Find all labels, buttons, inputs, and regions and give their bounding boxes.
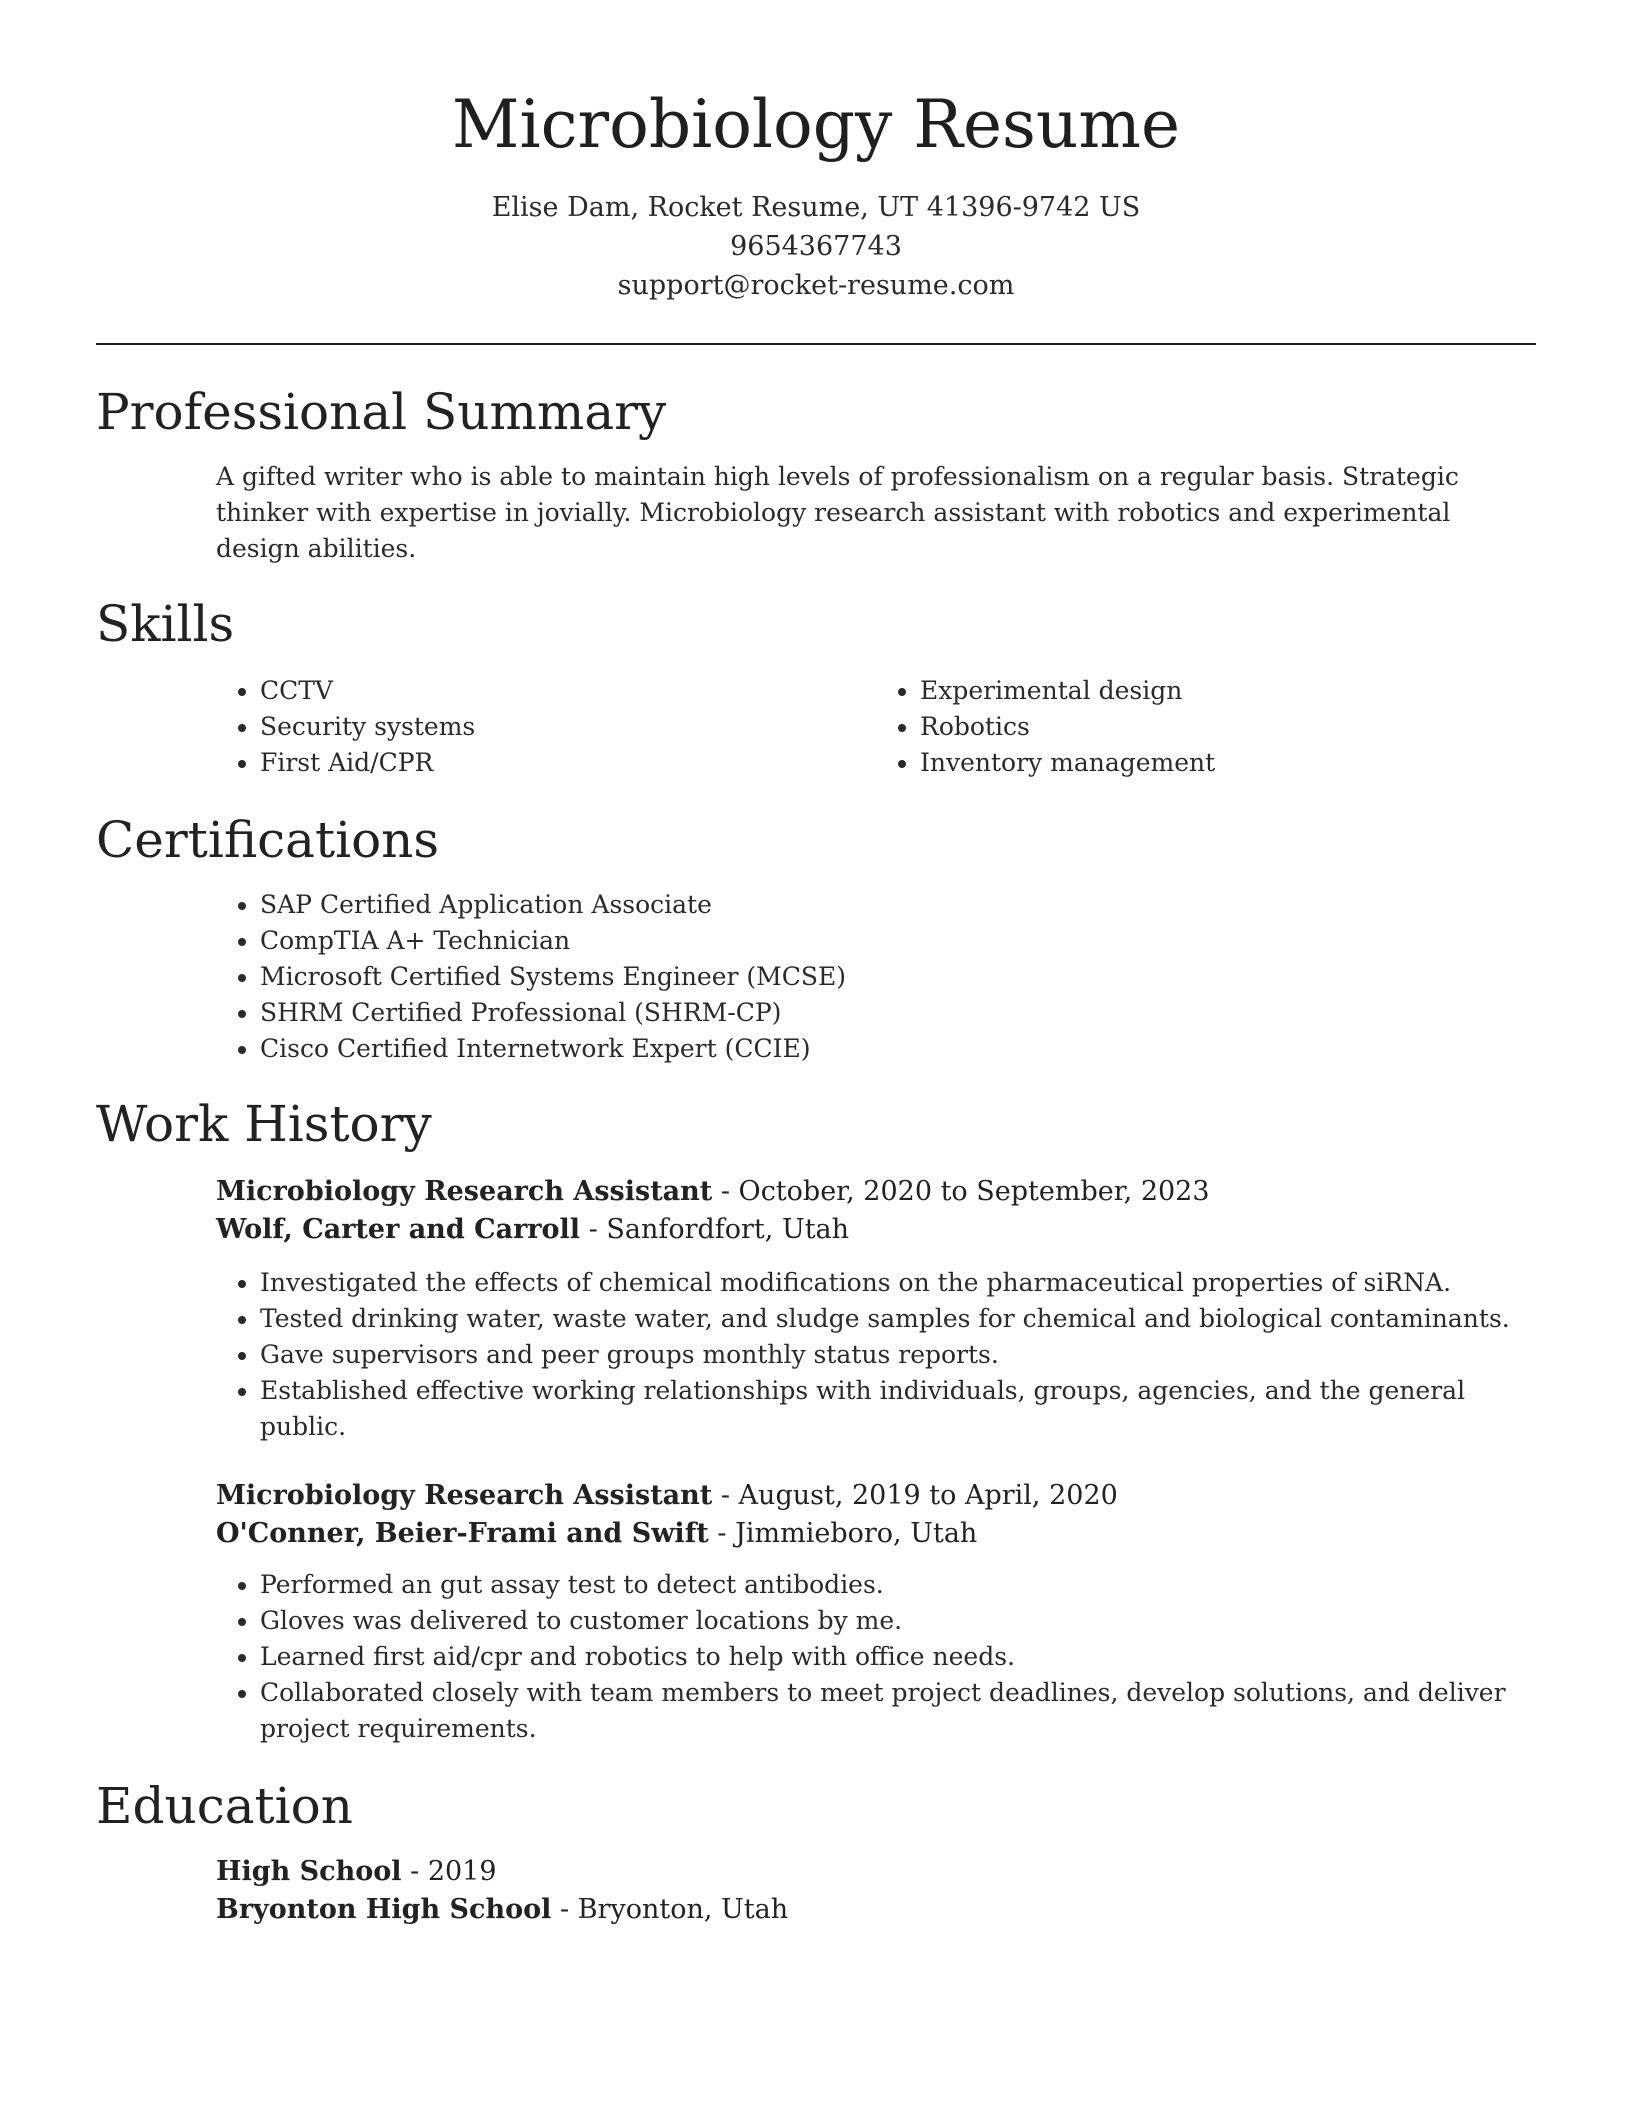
summary-section: [96, 381, 1536, 567]
skill-item: • Experimental design: [920, 673, 1536, 709]
job-title: Microbiology Research Assistant: [216, 1176, 713, 1207]
job-bullet: • Gave supervisors and peer groups monthly status reports.: [260, 1337, 1536, 1373]
education-school-line: [216, 1891, 1536, 1929]
summary-heading: Professional Summary: [96, 383, 667, 441]
page-title: Microbiology Resume: [451, 86, 1181, 163]
job-bullets: [216, 1265, 1536, 1445]
contact-block: [96, 188, 1536, 305]
certifications-list: [216, 887, 1536, 1067]
contact-email: support@rocket-resume.com: [617, 270, 1015, 301]
education-degree: High School: [216, 1856, 402, 1887]
contact-address: Elise Dam, Rocket Resume, UT 41396-9742 US: [491, 192, 1141, 223]
resume-header: [96, 0, 1536, 305]
skills-list-right: [876, 673, 1536, 781]
certification-item: • Microsoft Certified Systems Engineer (MCSE): [260, 959, 1536, 995]
job-entry: [96, 1173, 1536, 1249]
job-bullets-wrap: [96, 1265, 1536, 1445]
header-divider: [96, 343, 1536, 345]
skill-item: • First Aid/CPR: [260, 745, 876, 781]
job-bullet: • Tested drinking water, waste water, and sludge samples for chemical and biological contaminants.: [260, 1301, 1536, 1337]
work-section: [96, 1093, 1536, 1747]
job-bullet: • Performed an gut assay test to detect antibodies.: [260, 1567, 1536, 1603]
job-dates: - October, 2020 to September, 2023: [712, 1176, 1210, 1207]
job-entry: [96, 1477, 1536, 1553]
contact-phone: 9654367743: [730, 231, 902, 262]
skills-grid: [96, 673, 1536, 781]
skill-item: • CCTV: [260, 673, 876, 709]
certification-item: • SAP Certified Application Associate: [260, 887, 1536, 923]
job-company-line: [216, 1211, 1536, 1249]
certification-item: • CompTIA A+ Technician: [260, 923, 1536, 959]
skill-item: • Inventory management: [920, 745, 1536, 781]
job-company: Wolf, Carter and Carroll: [216, 1214, 581, 1245]
certification-item: • SHRM Certified Professional (SHRM-CP): [260, 995, 1536, 1031]
job-bullet: • Collaborated closely with team members to meet project deadlines, develop solutions, and deliver project requirements.: [260, 1675, 1536, 1747]
job-title-line: [216, 1477, 1536, 1515]
skill-item: • Security systems: [260, 709, 876, 745]
job-company-line: [216, 1515, 1536, 1553]
certifications-body: [96, 887, 1536, 1067]
certifications-heading: Certifications: [96, 811, 440, 869]
education-school: Bryonton High School: [216, 1894, 552, 1925]
job-bullet: • Gloves was delivered to customer locations by me.: [260, 1603, 1536, 1639]
job-company: O'Conner, Beier-Frami and Swift: [216, 1518, 709, 1549]
job-location: - Sanfordfort, Utah: [580, 1214, 850, 1245]
work-heading: Work History: [96, 1095, 432, 1153]
job-location: - Jimmieboro, Utah: [708, 1518, 978, 1549]
skills-section: [96, 593, 1536, 781]
education-year: - 2019: [401, 1856, 497, 1887]
skills-list-left: [216, 673, 876, 781]
education-entry: [96, 1853, 1536, 1929]
education-heading: Education: [96, 1777, 353, 1835]
job-bullet: • Learned first aid/cpr and robotics to help with office needs.: [260, 1639, 1536, 1675]
certifications-section: [96, 809, 1536, 1067]
summary-text: A gifted writer who is able to maintain high levels of professionalism on a regular basis. Strategic thinker with expertise in jovially. Microbiology research assistant with robotics and experimental design abilities.: [216, 462, 1459, 563]
certification-item: • Cisco Certified Internetwork Expert (CCIE): [260, 1031, 1536, 1067]
job-bullet: • Established effective working relationships with individuals, groups, agencies, and the general public.: [260, 1373, 1536, 1445]
education-location: - Bryonton, Utah: [551, 1894, 789, 1925]
job-title: Microbiology Research Assistant: [216, 1480, 713, 1511]
skill-item: • Robotics: [920, 709, 1536, 745]
education-degree-line: [216, 1853, 1536, 1891]
skills-heading: Skills: [96, 595, 235, 653]
education-section: [96, 1775, 1536, 1929]
job-bullets-wrap: [96, 1567, 1536, 1747]
job-dates: - August, 2019 to April, 2020: [712, 1480, 1118, 1511]
job-title-line: [216, 1173, 1536, 1211]
job-bullet: • Investigated the effects of chemical modifications on the pharmaceutical properties of siRNA.: [260, 1265, 1536, 1301]
job-bullets: [216, 1567, 1536, 1747]
